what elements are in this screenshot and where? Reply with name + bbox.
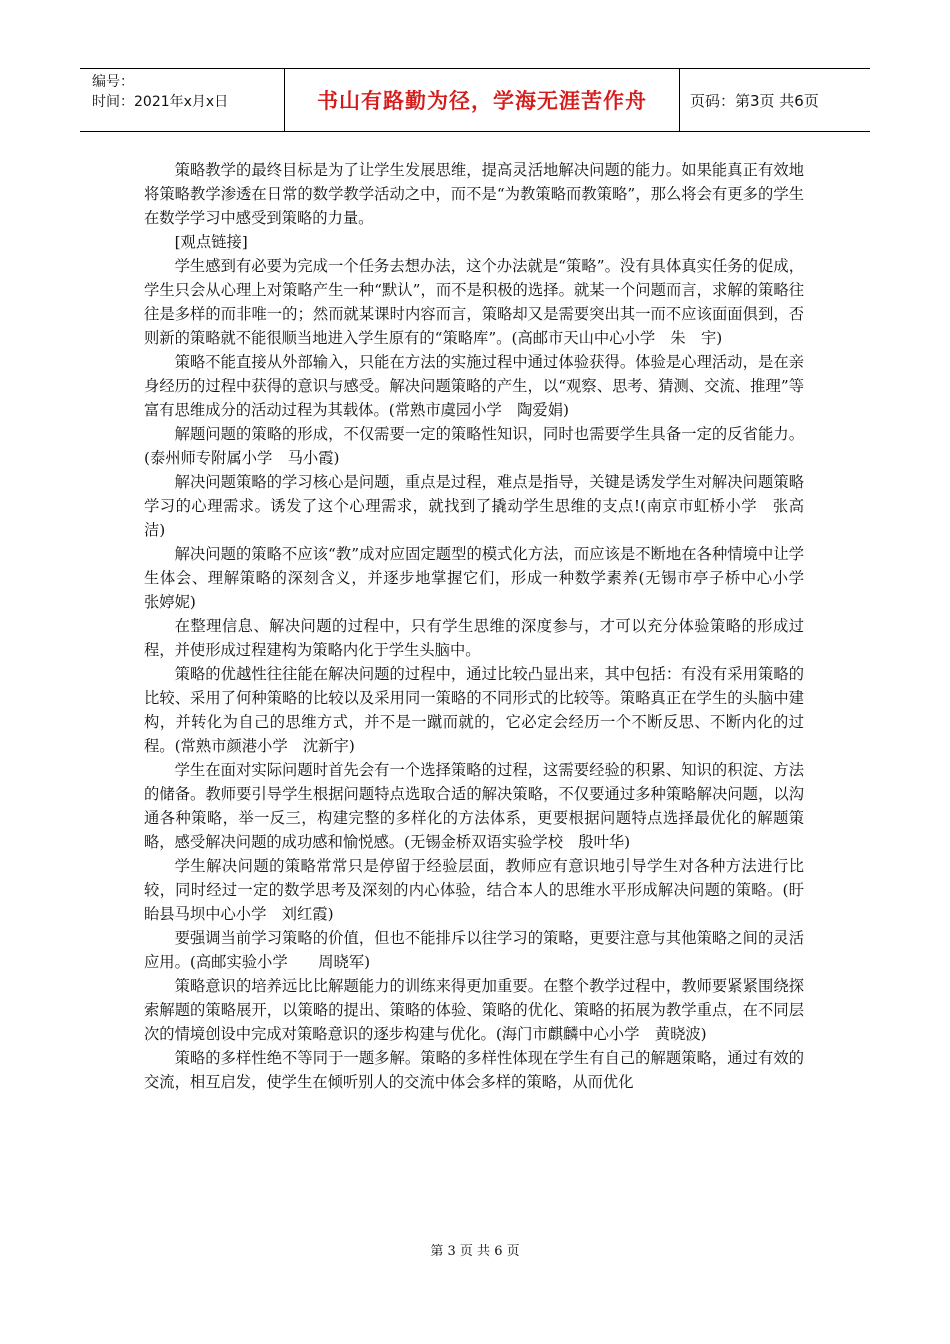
number-label: 编号：	[92, 74, 134, 90]
paragraph: 策略不能直接从外部输入，只能在方法的实施过程中通过体验获得。体验是心理活动，是在亲身经历的过程中获得的意识与感受。解决问题策略的产生，以“观察、思考、猜测、交流、推理”等富有思维成分的活动过程为其载体。(常熟市虞园小学 陶爱娟)	[144, 353, 804, 419]
paragraph: 策略意识的培养远比比解题能力的训练来得更加重要。在整个教学过程中，教师要紧紧围绕探索解题的策略展开，以策略的提出、策略的体验、策略的优化、策略的拓展为教学重点，在不同层次的情境创设中完成对策略意识的逐步构建与优化。(海门市麒麟中心小学 黄晓波)	[144, 977, 804, 1043]
page-header	[80, 68, 870, 132]
article-body	[144, 158, 820, 1094]
paragraph: 策略的优越性往往能在解决问题的过程中，通过比较凸显出来，其中包括：有没有采用策略的比较、采用了何种策略的比较以及采用同一策略的不同形式的比较等。策略真正在学生的头脑中建构，并转化为自己的思维方式，并不是一蹴而就的，它必定会经历一个不断反思、不断内化的过程。(常熟市颜港小学 沈新宇)	[144, 665, 804, 755]
page-footer: 第 3 页 共 6 页	[430, 1244, 520, 1259]
header-motto: 书山有路勤为径，学海无涯苦作舟	[284, 69, 680, 131]
paragraph: 学生解决问题的策略常常只是停留于经验层面，教师应有意识地引导学生对各种方法进行比较，同时经过一定的数学思考及深刻的内心体验，结合本人的思维水平形成解决问题的策略。(盱眙县马坝中心小学 刘红霞)	[144, 857, 804, 923]
date-label: 时间：2021年x月x日	[92, 94, 229, 110]
paragraph: 解题问题的策略的形成，不仅需要一定的策略性知识，同时也需要学生具备一定的反省能力。(泰州师专附属小学 马小霞)	[144, 425, 804, 467]
intro-paragraph: 策略教学的最终目标是为了让学生发展思维，提高灵活地解决问题的能力。如果能真正有效地将策略教学渗透在日常的数学教学活动之中，而不是“为教策略而教策略”，那么将会有更多的学生在数学学习中感受到策略的力量。	[144, 161, 804, 227]
paragraph: 学生在面对实际问题时首先会有一个选择策略的过程，这需要经验的积累、知识的积淀、方法的储备。教师要引导学生根据问题特点选取合适的解决策略，不仅要通过多种策略解决问题，以沟通各种策略，举一反三，构建完整的多样化的方法体系，更要根据问题特点选择最优化的解题策略，感受解决问题的成功感和愉悦感。(无锡金桥双语实验学校 殷叶华)	[144, 761, 804, 851]
section-heading: [观点链接]	[174, 233, 248, 251]
header-meta	[80, 69, 284, 131]
paragraph: 解决问题的策略不应该“教”成对应固定题型的模式化方法，而应该是不断地在各种情境中让学生体会、理解策略的深刻含义，并逐步地掌握它们，形成一种数学素养(无锡市亭子桥中心小学 张婷妮)	[144, 545, 820, 611]
header-page-label: 页码：第3页 共6页	[690, 91, 819, 110]
paragraph: 策略的多样性绝不等同于一题多解。策略的多样性体现在学生有自己的解题策略，通过有效的交流，相互启发，使学生在倾听别人的交流中体会多样的策略，从而优化	[144, 1049, 804, 1091]
paragraph: 要强调当前学习策略的价值，但也不能排斥以往学习的策略，更要注意与其他策略之间的灵活应用。(高邮实验小学 周晓军)	[144, 929, 804, 971]
paragraph: 在整理信息、解决问题的过程中，只有学生思维的深度参与，才可以充分体验策略的形成过程，并使形成过程建构为策略内化于学生头脑中。	[144, 617, 804, 659]
paragraph: 学生感到有必要为完成一个任务去想办法，这个办法就是“策略”。没有具体真实任务的促成，学生只会从心理上对策略产生一种“默认”，而不是积极的选择。就某一个问题而言，求解的策略往往是多样的而非唯一的；然而就某课时内容而言，策略却又是需要突出其一而不应该面面俱到，否则新的策略就不能很顺当地进入学生原有的“策略库”。(高邮市天山中心小学 朱 宇)	[144, 257, 804, 347]
paragraph: 解决问题策略的学习核心是问题，重点是过程，难点是指导，关键是诱发学生对解决问题策略学习的心理需求。诱发了这个心理需求，就找到了撬动学生思维的支点!(南京市虹桥小学 张高洁)	[144, 473, 804, 539]
